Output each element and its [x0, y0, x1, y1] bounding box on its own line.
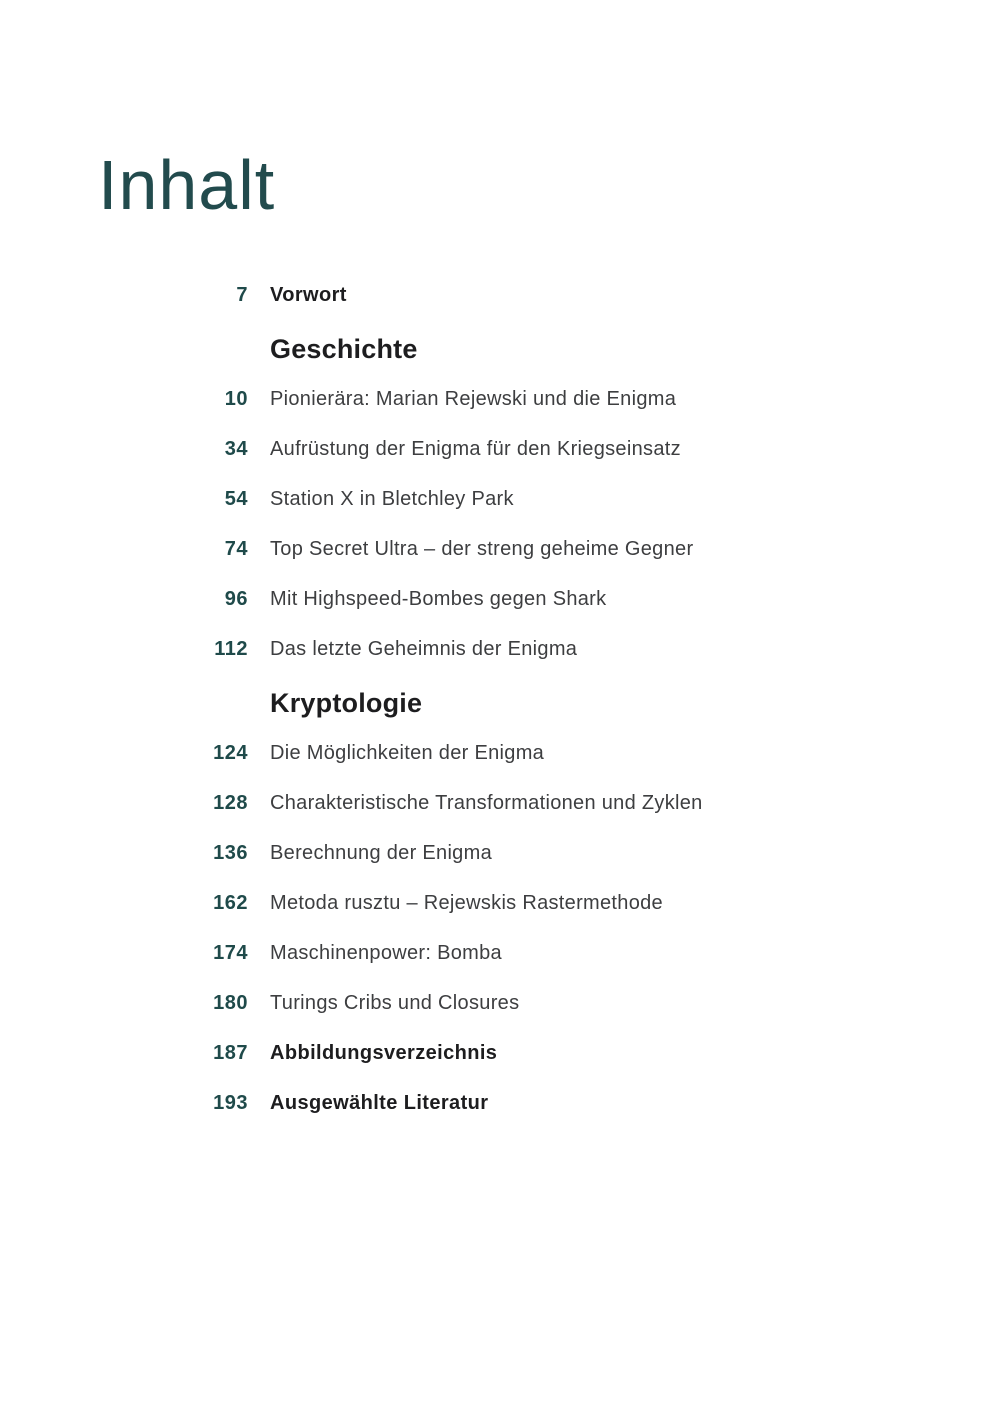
toc-entry-label: Metoda rusztu – Rejewskis Rastermethode — [270, 892, 663, 914]
section-heading: Geschichte — [270, 334, 418, 364]
toc-entry-ausgewaehlte-literatur — [100, 1092, 820, 1114]
toc-page-number: 162 — [213, 892, 248, 914]
toc-entry-label: Abbildungsverzeichnis — [270, 1042, 498, 1064]
toc-page-number: 7 — [236, 284, 248, 306]
toc-entry-label: Das letzte Geheimnis der Enigma — [270, 638, 578, 660]
toc-entry-label: Pionierära: Marian Rejewski und die Enigma — [270, 388, 677, 410]
toc-entry — [100, 438, 820, 460]
toc-entry — [100, 488, 820, 510]
toc-entry — [100, 388, 820, 410]
toc-page-number: 136 — [213, 842, 248, 864]
toc-entry-label: Aufrüstung der Enigma für den Kriegseinsatz — [270, 438, 681, 460]
toc-entry — [100, 942, 820, 964]
toc-entry-label: Top Secret Ultra – der streng geheime Gegner — [270, 538, 694, 560]
toc-page-number: 187 — [213, 1042, 248, 1064]
toc-entry — [100, 992, 820, 1014]
toc-page-number: 96 — [224, 588, 248, 610]
toc-page-number: 128 — [213, 792, 248, 814]
toc-page-number: 124 — [213, 742, 248, 764]
page-title: Inhalt — [98, 146, 276, 224]
toc-page-number: 193 — [213, 1092, 248, 1114]
toc-entry-label: Mit Highspeed-Bombes gegen Shark — [270, 588, 607, 610]
toc-entry-label: Turings Cribs und Closures — [270, 992, 520, 1014]
toc-entry — [100, 638, 820, 660]
toc-entry — [100, 742, 820, 764]
toc-section-geschichte — [100, 334, 820, 364]
toc-entry-label: Station X in Bletchley Park — [270, 488, 514, 510]
toc-page-number: 34 — [224, 438, 248, 460]
toc-section-kryptologie — [100, 688, 820, 718]
toc-page-number: 10 — [224, 388, 248, 410]
toc-entry-vorwort — [100, 284, 820, 306]
toc-page-number: 112 — [214, 638, 248, 660]
toc-entry-label: Charakteristische Transformationen und Zyklen — [270, 792, 703, 814]
toc-entry — [100, 892, 820, 914]
toc-entry — [100, 588, 820, 610]
toc-page-number: 74 — [224, 538, 248, 560]
toc-page-number: 174 — [213, 942, 248, 964]
toc-entry-label: Vorwort — [270, 284, 347, 306]
table-of-contents — [100, 284, 820, 1114]
toc-page-number: 180 — [213, 992, 248, 1014]
toc-entry-label: Ausgewählte Literatur — [270, 1092, 489, 1114]
toc-page-number: 54 — [224, 488, 248, 510]
toc-entry-label: Maschinenpower: Bomba — [270, 942, 502, 964]
toc-entry-label: Berechnung der Enigma — [270, 842, 492, 864]
section-heading: Kryptologie — [270, 688, 423, 718]
toc-entry — [100, 842, 820, 864]
toc-entry — [100, 792, 820, 814]
toc-entry-abbildungsverzeichnis — [100, 1042, 820, 1064]
toc-entry-label: Die Möglichkeiten der Enigma — [270, 742, 545, 764]
toc-entry — [100, 538, 820, 560]
